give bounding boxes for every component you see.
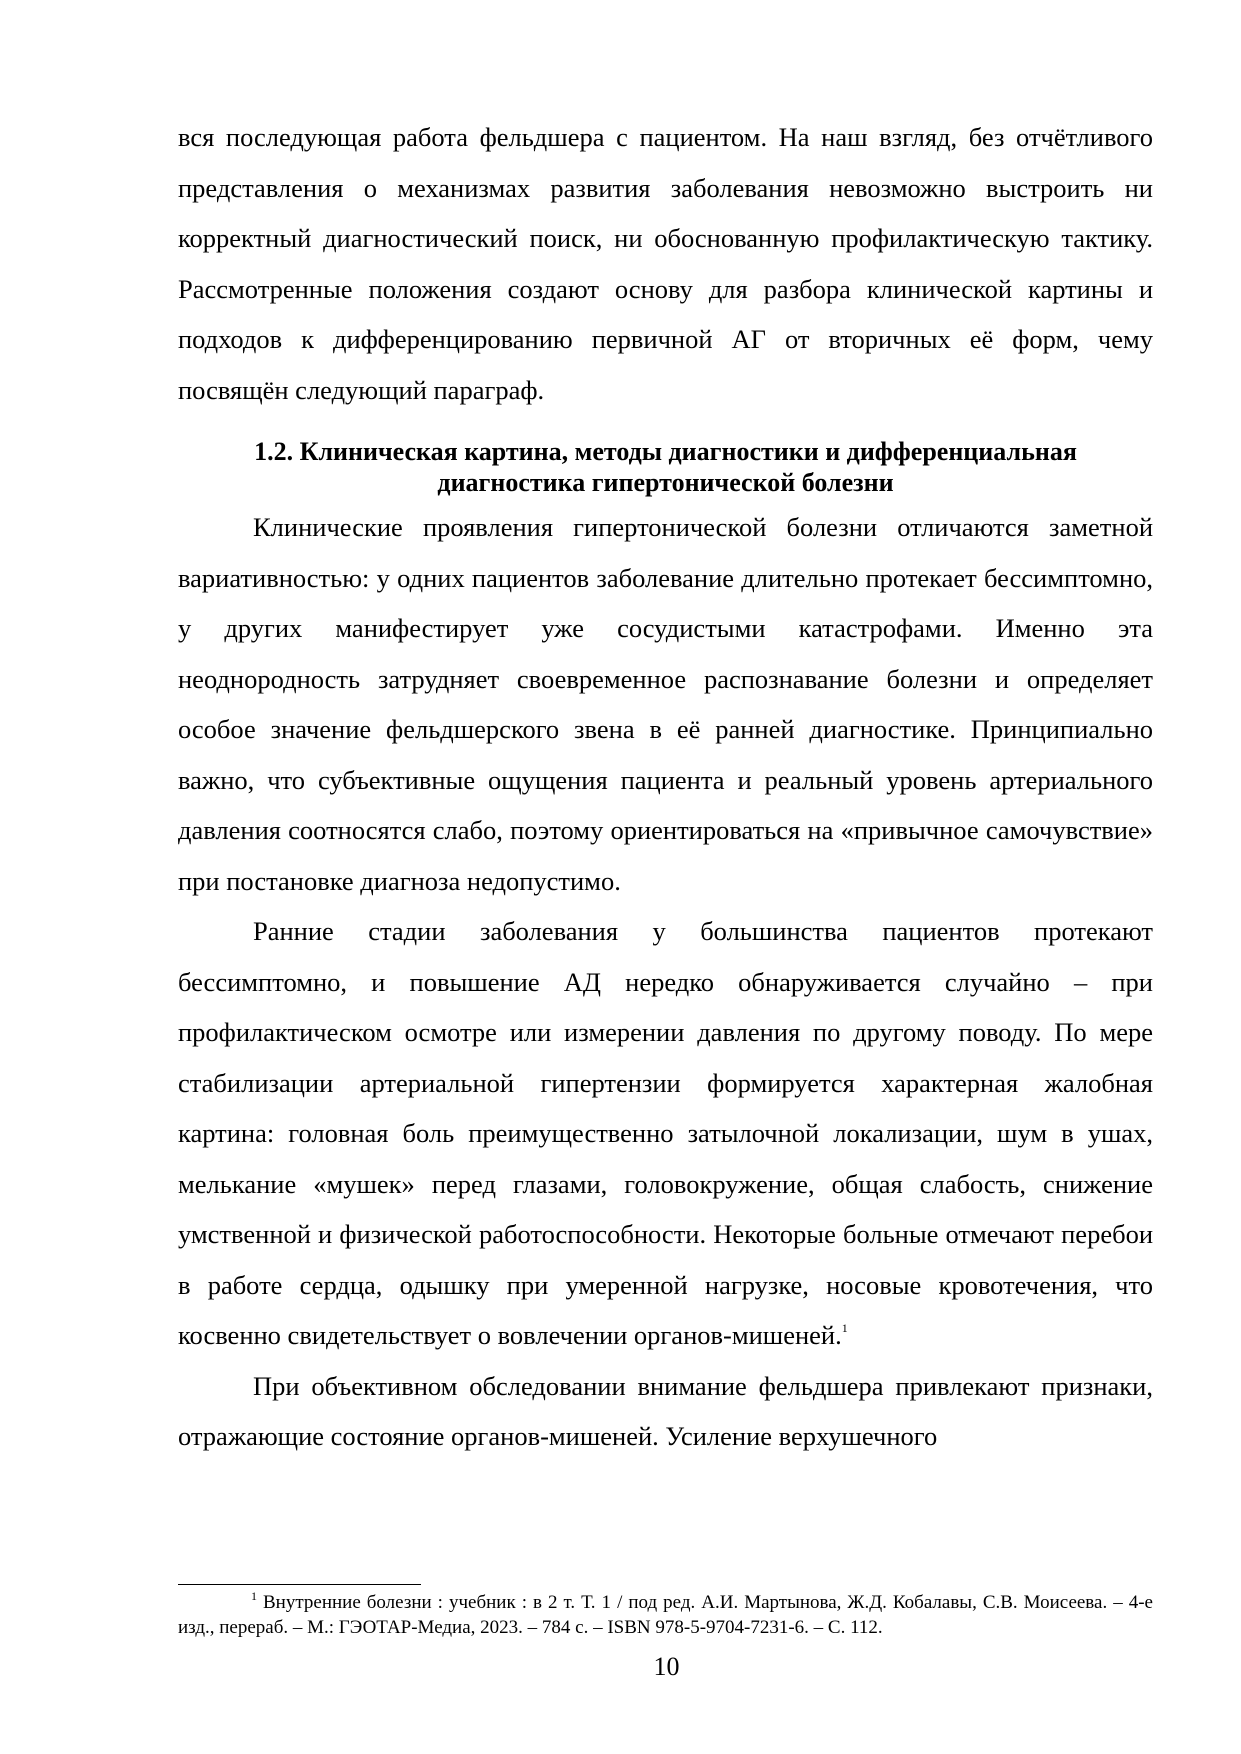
footnote-text: Внутренние болезни : учебник : в 2 т. Т. 1 / под ред. А.И. Мартынова, Ж.Д. Кобалавы, С.В. Моисеева. – 4-е изд., перераб. – М.: ГЭОТАР-Медиа, 2023. – 784 с. – ISBN 978-5-9704-7231-6. – С. 112.	[178, 1592, 1153, 1638]
footnote	[178, 1590, 1153, 1640]
paragraph-objective-exam: При объективном обследовании внимание фельдшера привлекают признаки, отражающие состояние органов-мишеней. Усиление верхушечного	[178, 1370, 1153, 1451]
paragraph-early-stages	[178, 906, 1153, 1361]
footnote-reference[interactable]: 1	[841, 1321, 848, 1335]
page-number: 10	[653, 1652, 680, 1681]
section-heading-line-2: диагностика гипертонической болезни	[437, 468, 894, 497]
section-heading	[178, 415, 1153, 502]
footnote-separator	[178, 1584, 421, 1585]
paragraph-early-stages-text: Ранние стадии заболевания у большинства пациентов протекают бессимптомно, и повышение АД нередко обнаруживается случайно – при профилактическом осмотре или измерении давления по другому поводу. По мере стабилизации артериальной гипертензии формируется характерная жалобная картина: головная боль преимущественно затылочной локализации, шум в ушах, мелькание «мушек» перед глазами, головокружение, общая слабость, снижение умственной и физической работоспособности. Некоторые больные отмечают перебои в работе сердца, одышку при умеренной нагрузке, носовые кровотечения, что косвенно свидетельствует о вовлечении органов-мишеней.	[178, 916, 1153, 1350]
footnote-marker: 1	[251, 1589, 257, 1603]
page-body	[178, 112, 1153, 1462]
paragraph-clinical-manifestations: Клинические проявления гипертонической болезни отличаются заметной вариативностью: у одних пациентов заболевание длительно протекает бессимптомно, у других манифестирует уже сосудистыми катастрофами. Именно эта неоднородность затрудняет своевременное распознавание болезни и определяет особое значение фельдшерского звена в её ранней диагностике. Принципиально важно, что субъективные ощущения пациента и реальный уровень артериального давления соотносятся слабо, поэтому ориентироваться на «привычное самочувствие» при постановке диагноза недопустимо.	[178, 512, 1153, 896]
intro-paragraph: вся последующая работа фельдшера с пациентом. На наш взгляд, без отчётливого представления о механизмах развития заболевания невозможно выстроить ни корректный диагностический поиск, ни обоснованную профилактическую тактику. Рассмотренные положения создают основу для разбора клинической картины и подходов к дифференцированию первичной АГ от вторичных её форм, чему посвящён следующий параграф.	[178, 122, 1153, 405]
section-heading-line-1: 1.2. Клиническая картина, методы диагностики и дифференциальная	[254, 437, 1077, 466]
